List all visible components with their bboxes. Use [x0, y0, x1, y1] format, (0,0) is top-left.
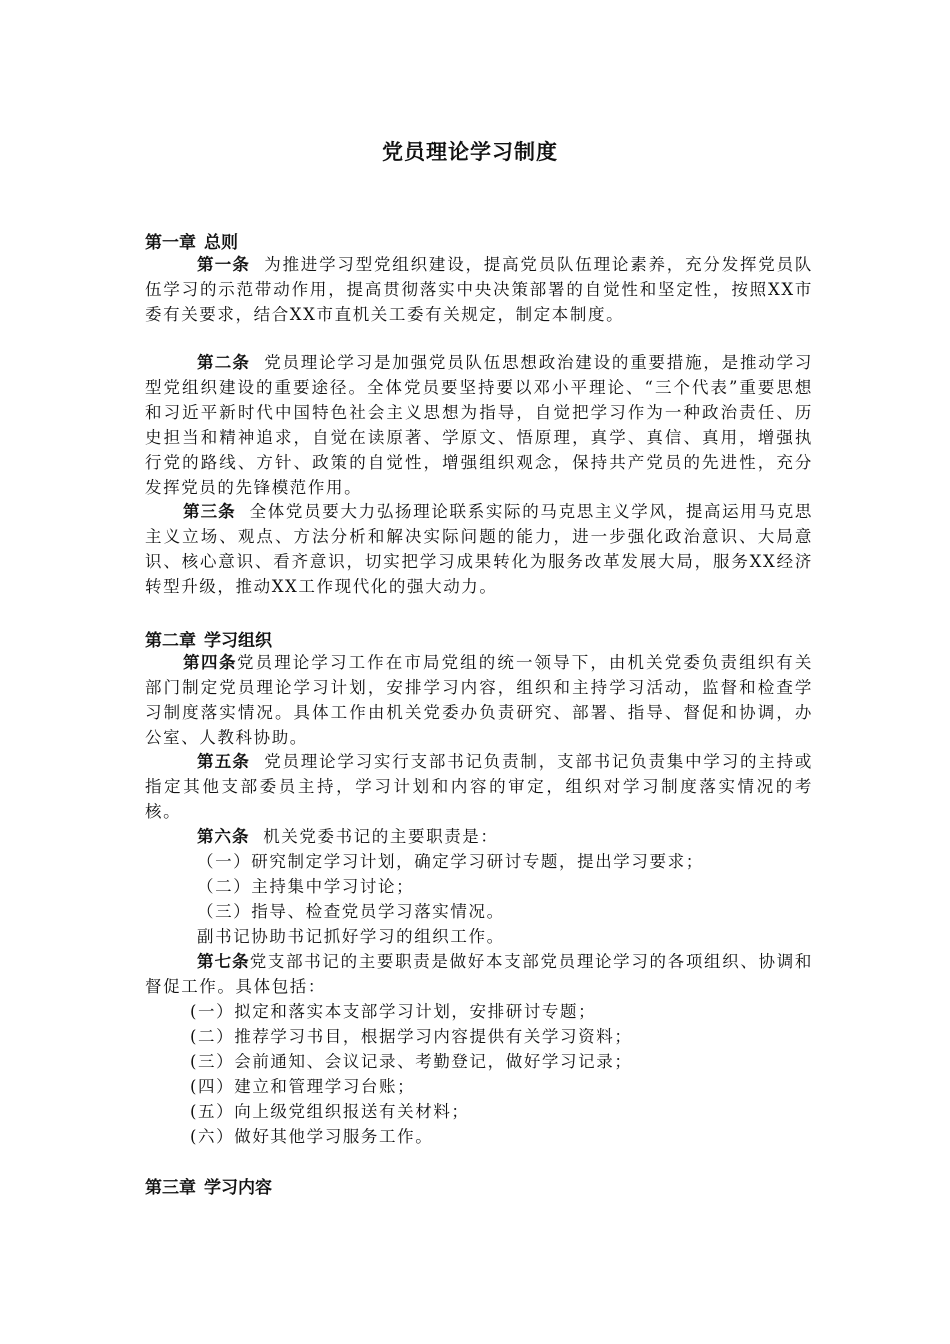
chapter-heading: [145, 228, 238, 253]
list-item: （三）指导、检查党员学习落实情况。: [197, 902, 505, 921]
document-title: 党员理论学习制度: [382, 140, 558, 164]
list-item: (四）建立和管理学习台账；: [190, 1077, 416, 1096]
article-label: 第三条: [183, 502, 236, 521]
article-text: 机关党委书记的主要职责是：: [263, 827, 499, 846]
article-text: 党员理论学习实行支部书记负责制，支部书记负责集中学习的主持或指定其他支部委员主持，学习计划和内容的审定，组织对学习制度落实情况的考核。: [145, 752, 814, 821]
chapter-name: 学习内容: [204, 1178, 272, 1198]
article-4: [145, 650, 813, 750]
article-1: [145, 252, 813, 327]
article-note: 副书记协助书记抓好学习的组织工作。: [197, 927, 505, 946]
article-7: [145, 949, 813, 999]
list-item: (六）做好其他学习服务工作。: [190, 1127, 434, 1146]
article-2: [145, 350, 813, 500]
article-label: 第二条: [197, 353, 251, 372]
article-label: 第七条: [197, 952, 250, 971]
chapter-name: 学习组织: [204, 631, 272, 651]
article-text: 党员理论学习是加强党员队伍思想政治建设的重要措施，是推动学习型党组织建设的重要途径。全体党员要坚持要以邓小平理论、“三个代表”重要思想和习近平新时代中国特色社会主义思想为指导，自觉把学习作为一种政治责任、历史担当和精神追求，自觉在读原著、学原文、悟原理，真学、真信、真用，增强执行党的路线、方针、政策的自觉性，增强组织观念，保持共产党员的先进性，充分发挥党员的先锋模范作用。: [145, 353, 814, 497]
article-text: 为推进学习型党组织建设，提高党员队伍理论素养，充分发挥党员队伍学习的示范带动作用，提高贯彻落实中央决策部署的自觉性和坚定性，按照XX市委有关要求，结合XX市直机关工委有关规定，制定本制度。: [145, 255, 814, 324]
list-item: （一）研究制定学习计划，确定学习研讨专题，提出学习要求；: [197, 852, 704, 871]
article-text: 党支部书记的主要职责是做好本支部党员理论学习的各项组织、协调和督促工作。具体包括：: [145, 952, 813, 996]
article-5: [145, 749, 813, 824]
list-item: （二）主持集中学习讨论；: [197, 877, 415, 896]
article-6: [145, 824, 813, 849]
article-label: 第五条: [197, 752, 251, 771]
article-text: 党员理论学习工作在市局党组的统一领导下，由机关党委负责组织有关部门制定党员理论学习计划，安排学习内容，组织和主持学习活动，监督和检查学习制度落实情况。具体工作由机关党委办负责研究、部署、指导、督促和协调，办公室、人教科协助。: [145, 653, 814, 747]
list-item: (二）推荐学习书目，根据学习内容提供有关学习资料；: [190, 1027, 633, 1046]
list-item: (三）会前通知、会议记录、考勤登记，做好学习记录；: [190, 1052, 633, 1071]
chapter-name: 总则: [204, 233, 238, 253]
article-label: 第一条: [197, 255, 251, 274]
list-item: (一）拟定和落实本支部学习计划，安排研讨专题；: [190, 1002, 597, 1021]
list-item: (五）向上级党组织报送有关材料；: [190, 1102, 470, 1121]
article-label: 第四条: [183, 653, 237, 672]
article-3: [145, 499, 813, 599]
chapter-number: 第一章: [145, 233, 196, 253]
chapter-number: 第三章: [145, 1178, 196, 1198]
article-label: 第六条: [197, 827, 250, 846]
chapter-heading: [145, 626, 272, 651]
chapter-number: 第二章: [145, 631, 196, 651]
article-text: 全体党员要大力弘扬理论联系实际的马克思主义学风，提高运用马克思主义立场、观点、方法分析和解决实际问题的能力，进一步强化政治意识、大局意识、核心意识、看齐意识，切实把学习成果转化为服务改革发展大局，服务XX经济转型升级，推动XX工作现代化的强大动力。: [145, 502, 813, 596]
chapter-heading: [145, 1173, 272, 1198]
